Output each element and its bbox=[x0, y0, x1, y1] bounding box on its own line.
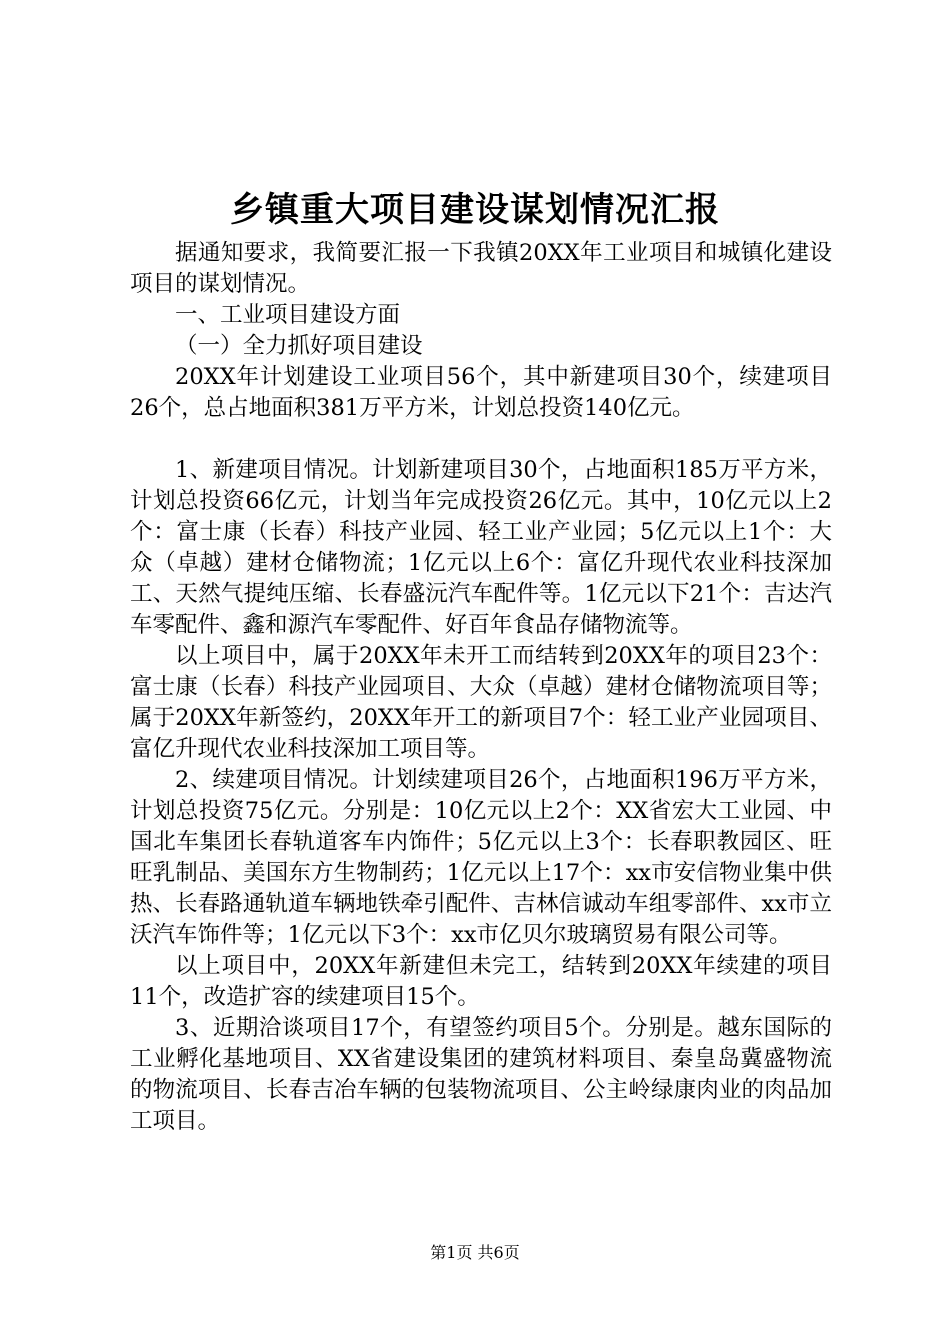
paragraph-continued-projects: 2、续建项目情况。计划续建项目26个，占地面积196万平方米，计划总投资75亿元。分别是：10亿元以上2个：XX省宏大工业园、中国北车集团长春轨道客车内饰件；5亿元以上3个：长春职教园区、旺旺乳制品、美国东方生物制药；1亿元以上17个：xx市安信物业集中供热、长春路通轨道车辆地铁牵引配件、吉林信诚动车组零部件、xx市立沃汽车饰件等；1亿元以下3个：xx市亿贝尔玻璃贸易有限公司等。 bbox=[130, 767, 832, 948]
page-number-footer: 第1页 共6页 bbox=[430, 1243, 520, 1262]
subsection-heading-project-construction: （一）全力抓好项目建设 bbox=[175, 333, 423, 359]
paragraph-intro: 据通知要求，我简要汇报一下我镇20XX年工业项目和城镇化建设项目的谋划情况。 bbox=[130, 240, 832, 297]
document-body bbox=[130, 238, 832, 1137]
paragraph-new-projects-carryover: 以上项目中，属于20XX年未开工而结转到20XX年的项目23个：富士康（长春）科技产业园项目、大众（卓越）建材仓储物流项目等；属于20XX年新签约，20XX年开工的新项目7个：轻工业产业园项目、富亿升现代农业科技深加工项目等。 bbox=[130, 643, 832, 762]
paragraph-continued-projects-carryover: 以上项目中，20XX年新建但未完工，结转到20XX年续建的项目11个，改造扩容的续建项目15个。 bbox=[130, 953, 832, 1010]
section-heading-industrial: 一、工业项目建设方面 bbox=[175, 302, 401, 328]
document-title: 乡镇重大项目建设谋划情况汇报 bbox=[230, 190, 720, 230]
paragraph-new-projects: 1、新建项目情况。计划新建项目30个，占地面积185万平方米，计划总投资66亿元，计划当年完成投资26亿元。其中，10亿元以上2个：富士康（长春）科技产业园、轻工业产业园；5亿元以上1个：大众（卓越）建材仓储物流；1亿元以上6个：富亿升现代农业科技深加工、天然气提纯压缩、长春盛沅汽车配件等。1亿元以下21个：吉达汽车零配件、鑫和源汽车零配件、好百年食品存储物流等。 bbox=[130, 457, 832, 638]
paragraph-negotiation-projects: 3、近期洽谈项目17个，有望签约项目5个。分别是。越东国际的工业孵化基地项目、XX省建设集团的建筑材料项目、秦皇岛冀盛物流的物流项目、长春吉冶车辆的包装物流项目、公主岭绿康肉业的肉品加工项目。 bbox=[130, 1015, 832, 1134]
paragraph-plan-summary: 20XX年计划建设工业项目56个，其中新建项目30个，续建项目26个，总占地面积381万平方米，计划总投资140亿元。 bbox=[130, 364, 832, 421]
